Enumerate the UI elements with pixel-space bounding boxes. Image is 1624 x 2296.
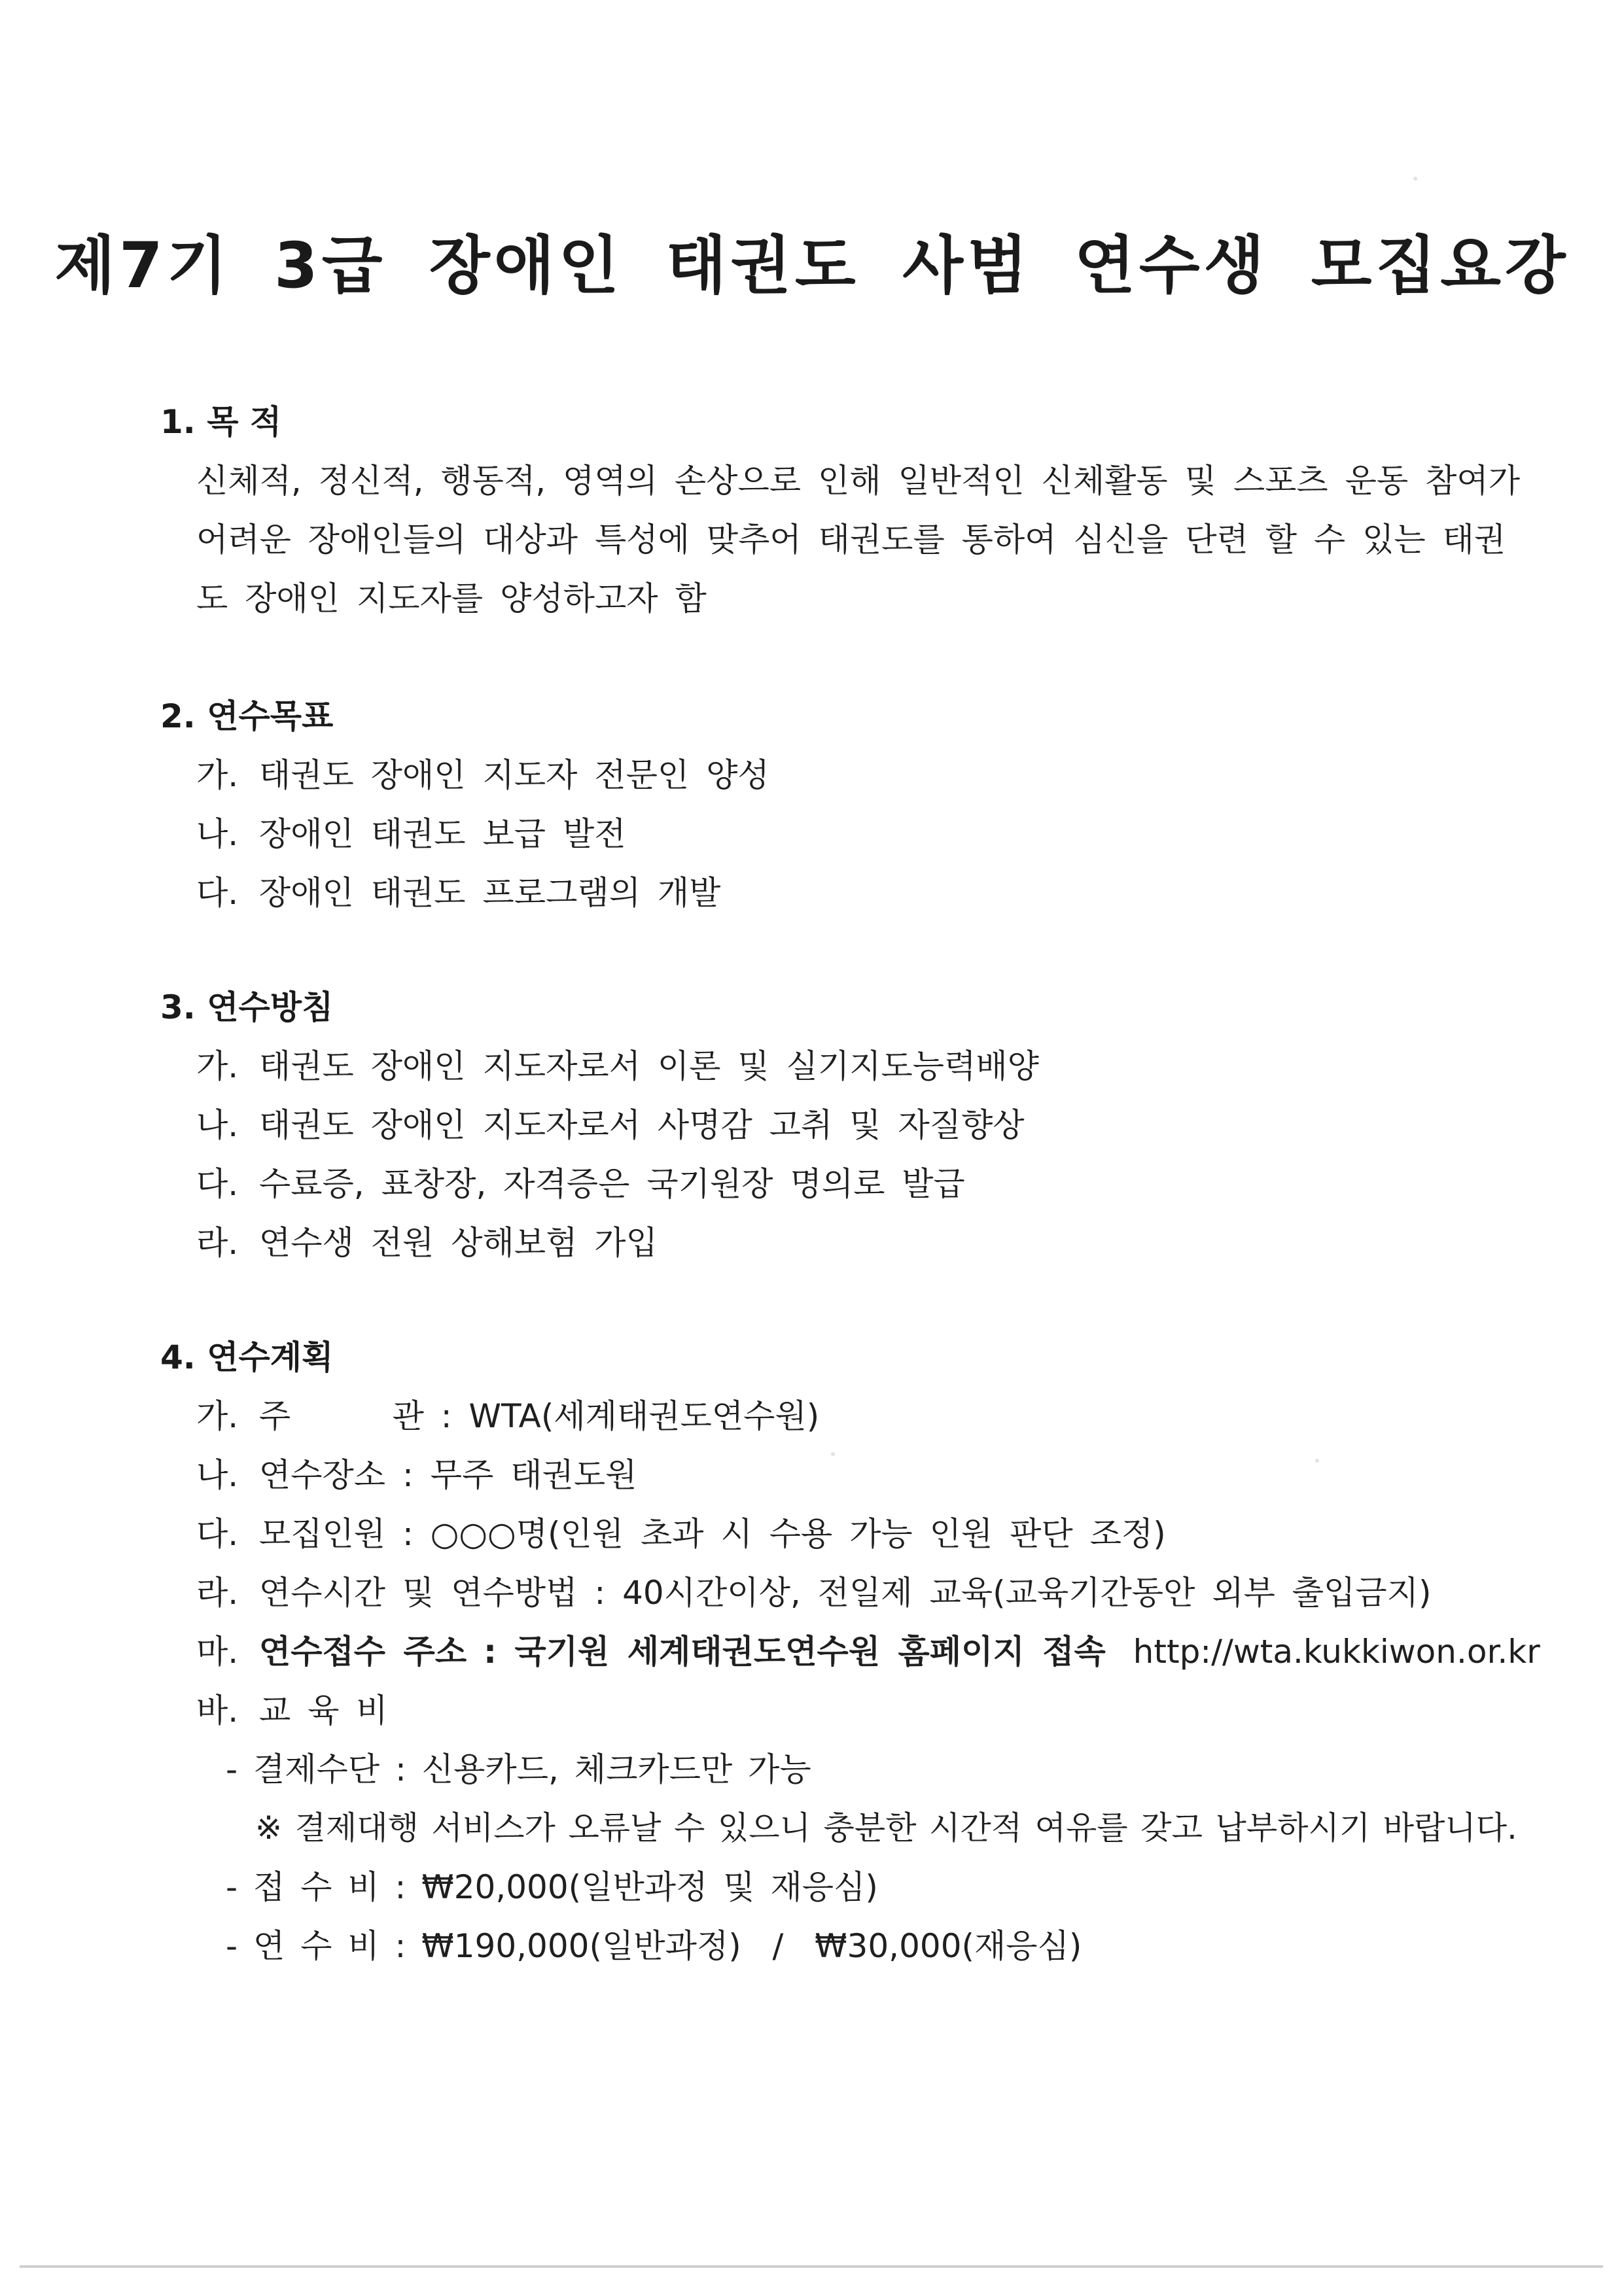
list-item [196, 1213, 1534, 1272]
document-title: 제7기 3급 장애인 태권도 사범 연수생 모집요강 [54, 229, 1570, 302]
list-item [196, 1037, 1534, 1096]
list-item-text: 태권도 장애인 지도자로서 사명감 고취 및 자질향상 [258, 1106, 1025, 1144]
list-item [196, 746, 1534, 805]
section-heading: 2. 연수목표 [160, 697, 334, 735]
page-bottom-line [20, 2265, 1603, 2268]
section-heading: 1. 목 적 [160, 403, 282, 441]
plan-value: 무주 태권도원 [430, 1456, 637, 1494]
plan-item-duration: 라. 연수시간 및 연수방법 : 40시간이상, 전일제 교육(교육기간동안 외부 출입금지) [196, 1563, 1534, 1622]
plan-label: 연수시간 및 연수방법 [258, 1574, 578, 1612]
list-item-text: 장애인 태권도 보급 발전 [258, 815, 626, 853]
fee-value: ₩20,000(일반과정 및 재응심) [421, 1868, 878, 1906]
fee-training: - 연 수 비 : ₩190,000(일반과정) / ₩30,000(재응심) [226, 1927, 1082, 1965]
list-marker: 마. [196, 1633, 239, 1671]
list-marker: 다. [196, 1165, 239, 1203]
plan-label: 연수접수 주소 [258, 1633, 467, 1671]
section-heading: 4. 연수계획 [160, 1338, 334, 1376]
list-marker: 나. [196, 815, 239, 853]
fee-payment-method: - 결제수단 : 신용카드, 체크카드만 가능 [226, 1750, 811, 1788]
list-item [196, 863, 1534, 922]
payment-note: ※ 결제대행 서비스가 오류날 수 있으니 충분한 시간적 여유를 갖고 납부하시기 바랍니다. [255, 1809, 1517, 1847]
section-policy [160, 978, 1534, 1272]
registration-url-link[interactable]: http://wta.kukkiwon.or.kr [1133, 1633, 1540, 1671]
list-item [196, 1155, 1534, 1213]
list-item-text: 태권도 장애인 지도자로서 이론 및 실기지도능력배양 [258, 1047, 1039, 1085]
list-marker: 라. [196, 1224, 239, 1262]
fee-value: ₩190,000(일반과정) / ₩30,000(재응심) [421, 1927, 1082, 1965]
plan-value: 국기원 세계태권도연수원 홈페이지 접속 [514, 1633, 1106, 1671]
section-plan [160, 1328, 1540, 1975]
plan-label: 주 관 [258, 1397, 424, 1435]
list-marker: 나. [196, 1456, 239, 1494]
plan-value: ○○○명(인원 초과 시 수용 가능 인원 판단 조정) [430, 1515, 1166, 1553]
plan-value: 40시간이상, 전일제 교육(교육기간동안 외부 출입금지) [622, 1574, 1432, 1612]
fee-label: 접 수 비 [253, 1868, 380, 1906]
plan-item-host: 가. 주 관 : WTA(세계태권도연수원) [196, 1387, 1534, 1446]
list-marker: 가. [196, 1397, 239, 1435]
list-item [196, 805, 1534, 863]
list-item-text: 태권도 장애인 지도자 전문인 양성 [258, 756, 769, 794]
list-marker: 라. [196, 1574, 239, 1612]
list-item-text: 연수생 전원 상해보험 가입 [258, 1224, 658, 1262]
plan-item-capacity: 다. 모집인원 : ○○○명(인원 초과 시 수용 가능 인원 판단 조정) [196, 1505, 1534, 1563]
list-marker: 나. [196, 1106, 239, 1144]
list-item-text: 수료증, 표창장, 자격증은 국기원장 명의로 발급 [258, 1165, 965, 1203]
list-marker: 다. [196, 1515, 239, 1553]
section-purpose [160, 392, 1534, 628]
list-item-text: 장애인 태권도 프로그램의 개발 [258, 874, 721, 912]
fee-registration: - 접 수 비 : ₩20,000(일반과정 및 재응심) [226, 1868, 878, 1906]
plan-label: 모집인원 [258, 1515, 386, 1553]
purpose-text: 신체적, 정신적, 행동적, 영역의 손상으로 인해 일반적인 신체활동 및 스포츠 운동 참여가 어려운 장애인들의 대상과 특성에 맞추어 태권도를 통하여 심신을 단련 할 수 있는 태권도 장애인 지도자를 양성하고자 함 [196, 462, 1521, 617]
fee-value: 신용카드, 체크카드만 가능 [421, 1750, 811, 1788]
plan-label: 연수장소 [258, 1456, 386, 1494]
scan-speck [831, 1452, 835, 1456]
section-goals [160, 687, 1534, 922]
list-marker: 가. [196, 1047, 239, 1085]
plan-item-venue: 나. 연수장소 : 무주 태권도원 [196, 1446, 1534, 1505]
scan-speck [1413, 177, 1417, 181]
list-marker: 다. [196, 874, 239, 912]
scan-speck [1315, 1459, 1319, 1463]
list-marker: 바. [196, 1692, 239, 1730]
section-heading: 3. 연수방침 [160, 988, 334, 1026]
fee-label: 연 수 비 [253, 1927, 380, 1965]
plan-value: WTA(세계태권도연수원) [468, 1397, 820, 1435]
fee-label: 결제수단 [253, 1750, 380, 1788]
plan-item-fees [196, 1681, 1534, 1740]
plan-item-registration: 마. 연수접수 주소 : 국기원 세계태권도연수원 홈페이지 접속 http://wta.kukkiwon.or.kr [196, 1622, 1534, 1681]
list-item [196, 1096, 1534, 1155]
plan-label: 교 육 비 [258, 1692, 388, 1730]
list-marker: 가. [196, 756, 239, 794]
